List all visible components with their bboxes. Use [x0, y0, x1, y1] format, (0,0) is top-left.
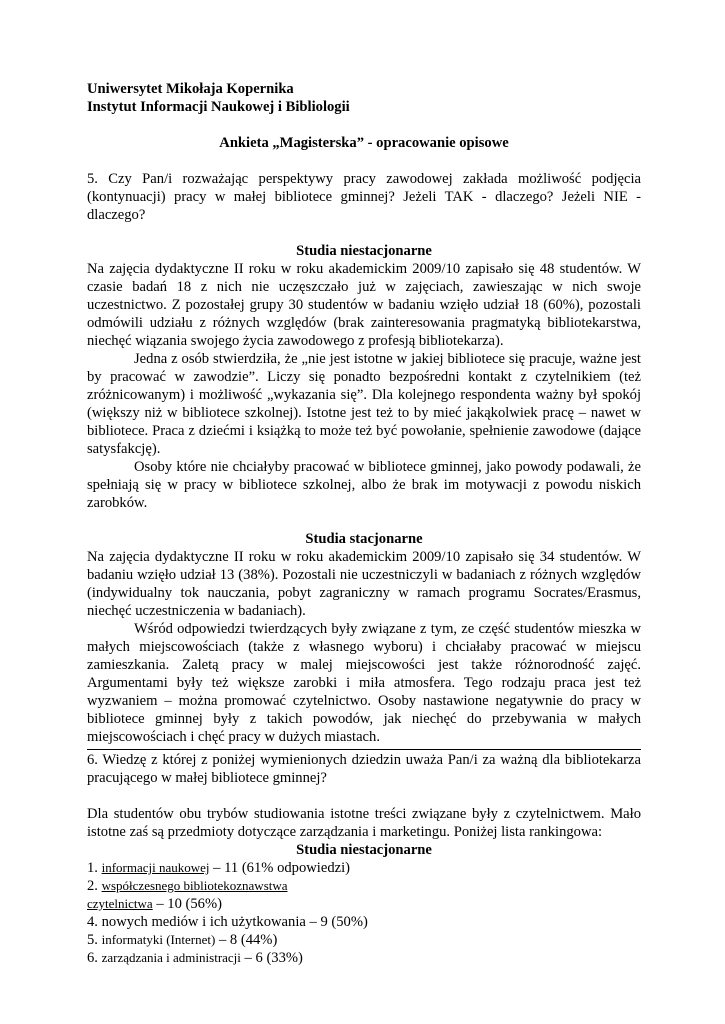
- question-5: 5. Czy Pan/i rozważając perspektywy pracy zawodowej zakłada możliwość podjęcia (kontynuacji) pracy w małej bibliotece gminnej? Jeżeli TAK - dlaczego? Jeżeli NIE - dlaczego?: [87, 171, 641, 223]
- rank-number: 5.: [87, 932, 102, 948]
- stacjonarne-paragraph-2: Wśród odpowiedzi twierdzących były związane z tym, ze część studentów mieszka w małych miejscowościach (także z własnego wyboru) i chciałaby pracować w miejscu zamieszkania. Zaletą pracy w malej miejscowości jest także różnorodność zajęć. Argumentami były też większe zarobki i miła atmosfera. Tego rodzaju praca jest też wyzwaniem – można promować czytelnictwo. Osoby nastawione negatywnie do pracy w bibliotece gminnej były z takich powodów, jak niechęć do przebywania w małych miejscowościach i chęć pracy w dużych miastach.: [87, 621, 641, 745]
- rank-field: współczesnego bibliotekoznawstwa: [101, 878, 288, 893]
- ranking-item: [87, 877, 641, 895]
- rank-number: 2.: [87, 878, 102, 894]
- rank-field: czytelnictwa: [87, 896, 153, 911]
- ranking-list: [87, 859, 641, 967]
- stacjonarne-paragraph-1: Na zajęcia dydaktyczne II roku w roku akademickim 2009/10 zapisało się 34 studentów. W badaniu wzięło udział 13 (38%). Pozostali nie uczestniczyli w badaniach z różnych względów (indywidualny tok nauczania, pobyt zagraniczny w ramach programu Socrates/Erasmus, niechęć uczestniczenia w badaniach).: [87, 549, 641, 619]
- document-title: Ankieta „Magisterska” - opracowanie opisowe: [219, 135, 509, 151]
- heading-stacjonarne: Studia stacjonarne: [305, 531, 423, 547]
- ranking-item: [87, 949, 641, 967]
- institute-name: Instytut Informacji Naukowej i Bibliologii: [87, 99, 350, 115]
- ranking-item-continued: [87, 895, 641, 913]
- university-name: Uniwersytet Mikołaja Kopernika: [87, 81, 294, 97]
- niestacjonarne-paragraph-2: Jedna z osób stwierdziła, że „nie jest istotne w jakiej bibliotece się pracuje, ważne jest by pracować w zawodzie”. Liczy się ponadto bezpośredni kontakt z czytelnikiem (też zróżnicowanym) i możliwość „wykazania się”. Dla kolejnego respondenta ważny był spokój (większy niż w bibliotece szkolnej). Istotne jest też to by mieć jakąkolwiek pracę – nawet w bibliotece. Praca z dziećmi i książką to może też być powołanie, spełnienie zawodowe (dające satysfakcję).: [87, 351, 641, 457]
- spacer: [87, 224, 641, 242]
- spacer: [87, 116, 641, 134]
- rank-result: – 8 (44%): [215, 932, 278, 948]
- rank-field: informatyki (Internet): [101, 932, 216, 947]
- question-6: 6. Wiedzę z której z poniżej wymienionych dziedzin uważa Pan/i za ważną dla bibliotekarza pracującego w małej bibliotece gminnej?: [87, 752, 641, 786]
- ranking-item: 4. nowych mediów i ich użytkowania – 9 (50%): [87, 914, 368, 930]
- spacer: [87, 152, 641, 170]
- heading-niestacjonarne: Studia niestacjonarne: [296, 243, 432, 259]
- rank-field: zarządzania i administracji: [101, 950, 241, 965]
- niestacjonarne-paragraph-3: Osoby które nie chciałyby pracować w bibliotece gminnej, jako powody podawali, że spełniają się w pracy w bibliotece szkolnej, albo że brak im motywacji z powodu niskich zarobków.: [87, 459, 641, 511]
- rank-result: – 10 (56%): [152, 896, 222, 912]
- rank-number: 1.: [87, 860, 102, 876]
- ranking-item: [87, 859, 641, 877]
- rank-result: – 6 (33%): [240, 950, 303, 966]
- section-divider: [87, 749, 641, 750]
- spacer: [87, 787, 641, 805]
- spacer: [87, 512, 641, 530]
- ranking-item: [87, 931, 641, 949]
- heading-ranking-niestacjonarne: Studia niestacjonarne: [296, 842, 432, 858]
- rank-number: 6.: [87, 950, 102, 966]
- rank-result: – 11 (61% odpowiedzi): [209, 860, 351, 876]
- question-6-intro: Dla studentów obu trybów studiowania istotne treści związane były z czytelnictwem. Mało istotne zaś są przedmioty dotyczące zarządzania i marketingu. Poniżej lista rankingowa:: [87, 806, 641, 840]
- rank-field: informacji naukowej: [101, 860, 210, 875]
- niestacjonarne-paragraph-1: Na zajęcia dydaktyczne II roku w roku akademickim 2009/10 zapisało się 48 studentów. W czasie badań 18 z nich nie uczęszczało już w zajęciach, zawieszając w nich swoje uczestnictwo. Z pozostałej grupy 30 studentów w badaniu wzięło udział 18 (60%), pozostali odmówili udziału z różnych względów (brak zainteresowania pragmatyką bibliotekarstwa, niechęć wiązania swojego życia zawodowego z profesją bibliotekarza).: [87, 261, 641, 349]
